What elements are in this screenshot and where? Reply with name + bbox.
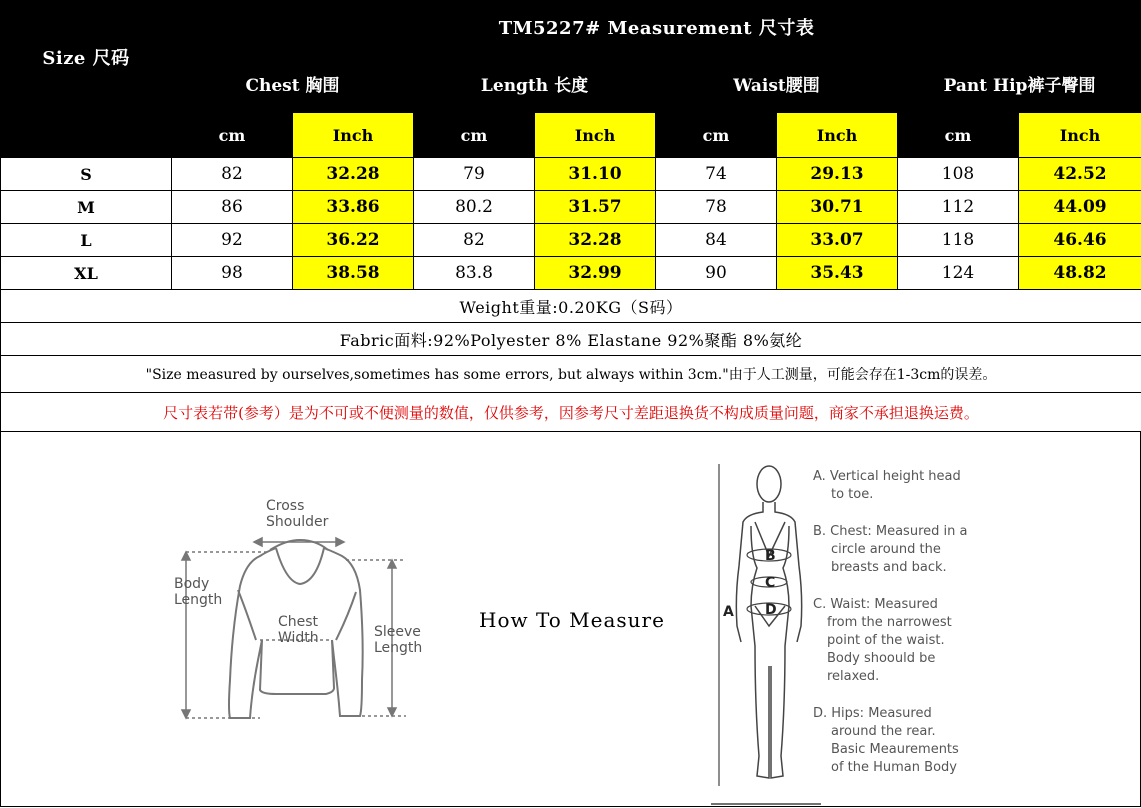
step-line: to toe. xyxy=(831,487,874,502)
hip-cm-cell: 108 xyxy=(898,158,1019,191)
step-line: B. Chest: Measured in a xyxy=(813,524,968,539)
length-cm-cell: 79 xyxy=(414,158,535,191)
step-line: around the rear. xyxy=(831,724,936,739)
cross-shoulder-label-line: Shoulder xyxy=(266,514,329,530)
step-line: point of the waist. xyxy=(827,633,945,648)
unit-header: cm xyxy=(656,113,777,158)
step-line: C. Waist: Measured xyxy=(813,597,938,612)
waist-cm-cell: 78 xyxy=(656,191,777,224)
body-letter-b: B xyxy=(765,548,776,564)
chest-cm-cell: 82 xyxy=(172,158,293,191)
hip-cm-cell: 112 xyxy=(898,191,1019,224)
unit-header: Inch xyxy=(535,113,656,158)
step-line: circle around the xyxy=(831,542,941,557)
unit-header: cm xyxy=(172,113,293,158)
weight-note: Weight重量:0.20KG（S码） xyxy=(1,290,1141,323)
measurement-diagram xyxy=(0,432,1141,807)
size-cell: L xyxy=(1,224,172,257)
length-cm-cell: 80.2 xyxy=(414,191,535,224)
cross-shoulder-label xyxy=(266,498,329,530)
table-row xyxy=(1,158,1141,191)
unit-header: Inch xyxy=(777,113,898,158)
length-cm-cell: 82 xyxy=(414,224,535,257)
body-length-label-line: Body xyxy=(174,576,210,592)
cross-shoulder-label-line: Cross xyxy=(266,498,305,514)
step-line: A. Vertical height head xyxy=(813,469,961,484)
chest-width-label-line: Width xyxy=(278,630,319,646)
chest-cm-cell: 98 xyxy=(172,257,293,290)
length-inch-cell: 31.10 xyxy=(535,158,656,191)
waist-cm-cell: 84 xyxy=(656,224,777,257)
step-line: D. Hips: Measured xyxy=(813,706,932,721)
chest-cm-cell: 92 xyxy=(172,224,293,257)
step-line: from the narrowest xyxy=(827,615,952,630)
hip-inch-cell: 48.82 xyxy=(1019,257,1141,290)
chest-width-label xyxy=(278,614,323,646)
waist-inch-cell: 33.07 xyxy=(777,224,898,257)
size-unit-blank xyxy=(1,113,172,158)
hip-cm-cell: 118 xyxy=(898,224,1019,257)
length-inch-cell: 31.57 xyxy=(535,191,656,224)
sleeve-length-label xyxy=(374,624,425,656)
length-inch-cell: 32.99 xyxy=(535,257,656,290)
waist-cm-cell: 90 xyxy=(656,257,777,290)
waist-group-header: Waist腰围 xyxy=(656,54,898,113)
hip-inch-cell: 44.09 xyxy=(1019,191,1141,224)
step-d xyxy=(813,705,993,777)
body-length-label-line: Length xyxy=(174,592,223,608)
unit-header: Inch xyxy=(1019,113,1141,158)
step-line: Body shoould be xyxy=(827,651,936,666)
hip-cm-cell: 124 xyxy=(898,257,1019,290)
size-cell: S xyxy=(1,158,172,191)
chest-inch-cell: 38.58 xyxy=(293,257,414,290)
garment-sketch xyxy=(166,490,426,790)
waist-inch-cell: 35.43 xyxy=(777,257,898,290)
body-length-label xyxy=(174,576,222,608)
sleeve-length-label-line: Sleeve xyxy=(374,624,421,640)
disclaimer-note: 尺寸表若带(参考）是为不可或不便测量的数值，仅供参考，因参考尺寸差距退换货不构成质量问题，商家不承担退换运费。 xyxy=(1,393,1141,432)
body-figure xyxy=(711,456,821,806)
unit-header: Inch xyxy=(293,113,414,158)
hip-inch-cell: 46.46 xyxy=(1019,224,1141,257)
length-inch-cell: 32.28 xyxy=(535,224,656,257)
size-column-header: Size 尺码 xyxy=(1,1,172,113)
chest-inch-cell: 36.22 xyxy=(293,224,414,257)
waist-inch-cell: 30.71 xyxy=(777,191,898,224)
table-row xyxy=(1,224,1141,257)
chest-width-label-line: Chest xyxy=(278,614,319,630)
step-line: relaxed. xyxy=(827,669,880,684)
waist-cm-cell: 74 xyxy=(656,158,777,191)
chest-cm-cell: 86 xyxy=(172,191,293,224)
hip-group-header: Pant Hip裤子臀围 xyxy=(898,54,1141,113)
length-group-header: Length 长度 xyxy=(414,54,656,113)
body-letter-c: C xyxy=(765,575,776,591)
step-line: Basic Meaurements xyxy=(831,742,959,757)
sleeve-length-label-line: Length xyxy=(374,640,423,656)
step-b xyxy=(813,523,993,577)
size-cell: XL xyxy=(1,257,172,290)
unit-header: cm xyxy=(414,113,535,158)
step-c xyxy=(813,596,993,686)
size-cell: M xyxy=(1,191,172,224)
body-letter-d: D xyxy=(765,602,777,618)
table-title: TM5227# Measurement 尺寸表 xyxy=(172,1,1141,54)
unit-header: cm xyxy=(898,113,1019,158)
body-letter-a: A xyxy=(723,604,734,620)
measurement-steps xyxy=(813,468,993,796)
chest-group-header: Chest 胸围 xyxy=(172,54,414,113)
step-a xyxy=(813,468,993,504)
fabric-note: Fabric面料:92%Polyester 8% Elastane 92%聚酯 8%氨纶 xyxy=(1,323,1141,356)
measurement-error-note: "Size measured by ourselves,sometimes has some errors, but always within 3cm."由于人工测量，可能会存在1-3cm的误差。 xyxy=(1,356,1141,393)
chest-inch-cell: 32.28 xyxy=(293,158,414,191)
table-row xyxy=(1,191,1141,224)
how-to-measure-title: How To Measure xyxy=(479,608,665,632)
step-line: of the Human Body xyxy=(831,760,957,775)
length-cm-cell: 83.8 xyxy=(414,257,535,290)
waist-inch-cell: 29.13 xyxy=(777,158,898,191)
step-line: breasts and back. xyxy=(831,560,947,575)
chest-inch-cell: 33.86 xyxy=(293,191,414,224)
table-row xyxy=(1,257,1141,290)
hip-inch-cell: 42.52 xyxy=(1019,158,1141,191)
